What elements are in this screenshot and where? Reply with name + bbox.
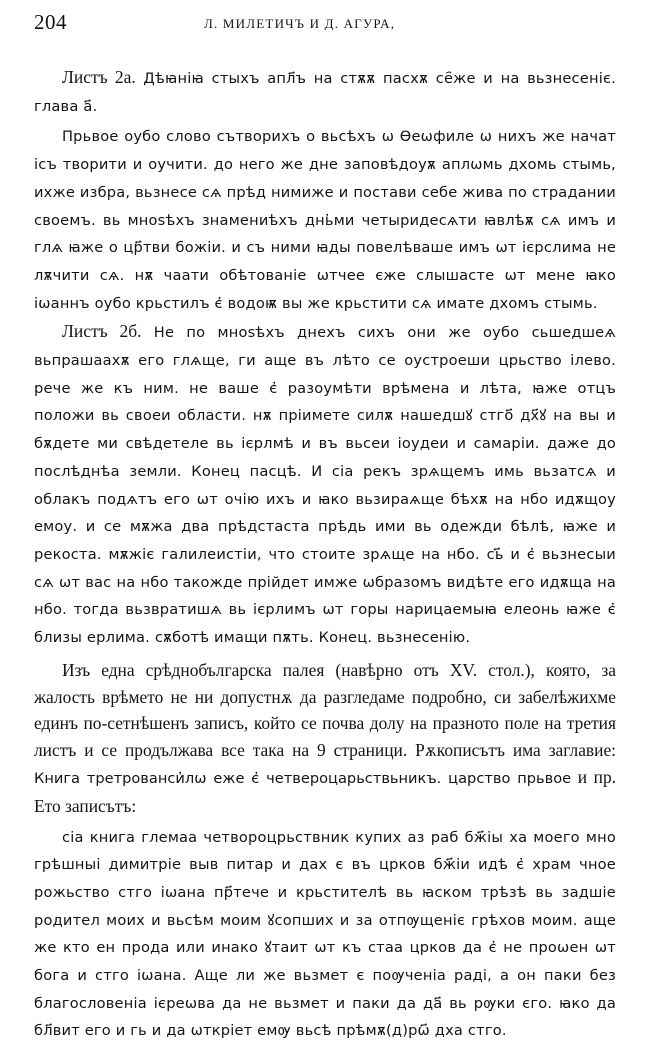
slavonic-text: Дѣꙗніꙗ стыхъ апл҃ъ на стѫѫ пасхѫ се҄же и на вьзнесеніє. глава а҃. <box>34 70 617 115</box>
leaf-2b-text <box>34 318 616 651</box>
colophon-inscription <box>34 824 616 1046</box>
leaf-2a-text <box>34 123 616 317</box>
leaf-2a-title <box>34 64 616 120</box>
leaf-label: Листъ 2а. <box>62 67 136 87</box>
commentary-text: и пр. Ето записътъ: <box>34 766 617 816</box>
page-number: 204 <box>34 10 67 34</box>
leaf-label: Листъ 2б. <box>62 321 142 342</box>
slavonic-text: Прьвое оубо слово сътворихъ о вьсѣхъ ѡ Ѳеѡфиле ѡ нихъ же начат ісъ творити и оучити. до него же дне заповѣдоуѫ аплѡмь дхомь стымь, ихже избра, вьзнесе сѧ прѣд нимиже и постави себе жива по страдании своемъ. вь мноѕѣхъ знамениѣхъ днь҆ми четыридесѧти ꙗвлѣѫ сѧ имъ и глѧ ꙗже о цр҃тви божіи. и съ ними ꙗды повелѣваше имъ ѡт ієрслима не лѫчити сѧ. нѫ чаати обѣтованіе ѡтчее єже слышасте ѡт мене ꙗко іѡаннъ оубо крьстилъ є҆ водоѭ вы же крьстити сѧ имате дхомъ стымь. <box>34 128 616 312</box>
bulgarian-commentary <box>34 657 616 820</box>
manuscript-title: Книга третрованси҆лѡ еже є҆ четвероцарьствьникъ. царство прьвое <box>34 769 572 787</box>
slavonic-text: Не по мноѕѣхъ днехъ сихъ они же оубо сьшедшеѧ вьпрашаахѫ его глѧще, ги аще въ лѣто се оустроеши црьство ілево. рече же къ ним. не ваше є҆ разоумѣти врѣмена и лѣта, ꙗже отцъ положи вь своеи области. нѫ пріимете силѫ нашедшꙋ стго҃ дх҃ꙋ на вы и бѫдете ми свѣдетеле вь ієрлмѣ и въ вьсеи іоудеи и самаріи. даже до послѣднѣа земли. Конец пасцѣ. И сіа рекъ зрѧщемъ имь вьзатсѧ и облакъ подѧтъ его ѡт очію ихъ и ꙗко вьзираѧще бѣхѫ на нбо идѫщоу емоу. и се мѫжа два прѣдстаста прѣдь ими вь одежди бѣлѣ, ꙗже и рекоста. мѫжіє галилеистіи, что стоите зрѧще на нбо. сь҃ и є҆ вьзнесыи сѧ ѡт вас на нбо такожде прійдет имже ѡбразомъ видѣте его идѫщa на нбо. тогда вьзвратишѧ вь ієрлимъ ѡт горы нарицаемыꙗ елеонь ꙗже є҆ близы ерлима. сѫботѣ имащи пѫть. Конец. вьзнесенію. <box>34 324 616 647</box>
commentary-text: Изъ една срѣднобългарска палея (навѣрно отъ XV. стол.), която, за жалость врѣмето не ни допустнѫ да разгледаме подробно, си забелѣжихме единъ по-сетнѣшенъ записъ, който се почва долу на празното поле на третия листъ и се продължава все така на 9 страници. Рѫкописътъ има заглавие: <box>34 659 616 761</box>
running-head: Л. МИЛЕТИЧЪ И Д. АГУРА, <box>204 16 396 31</box>
slavonic-text: сіа книга глемаа четвороцрьствник купих аз раб бж҃іы ха моего мно грѣшныі димитріе выв питар и дах є въ црков бж҃іи идѣ є҆ храм чное рожьство стго іѡана пр҃тече и крьстителѣ вь ꙗском трѣзѣ вь задшіе родител моих и вьсѣм моим ꙋсопших и за отпѹщеніє грѣхов моим. аще же кто ен прода или инако ꙋтаит ѡт къ стаа црков да є҆ не проѡен ѡт бога и стго іѡана. Аще ли же вьзмет є поѹченіа раді, а он паки без благословеніа ієреѡва да не вьзмет и паки да да҃ вь рѹки єго. ꙗко да бл҃вит его и гь и да ѡткріет емѹ вьсѣ прѣмѫ(д)рѡ҃ дха стго. <box>34 828 616 1040</box>
page-header <box>34 6 616 36</box>
